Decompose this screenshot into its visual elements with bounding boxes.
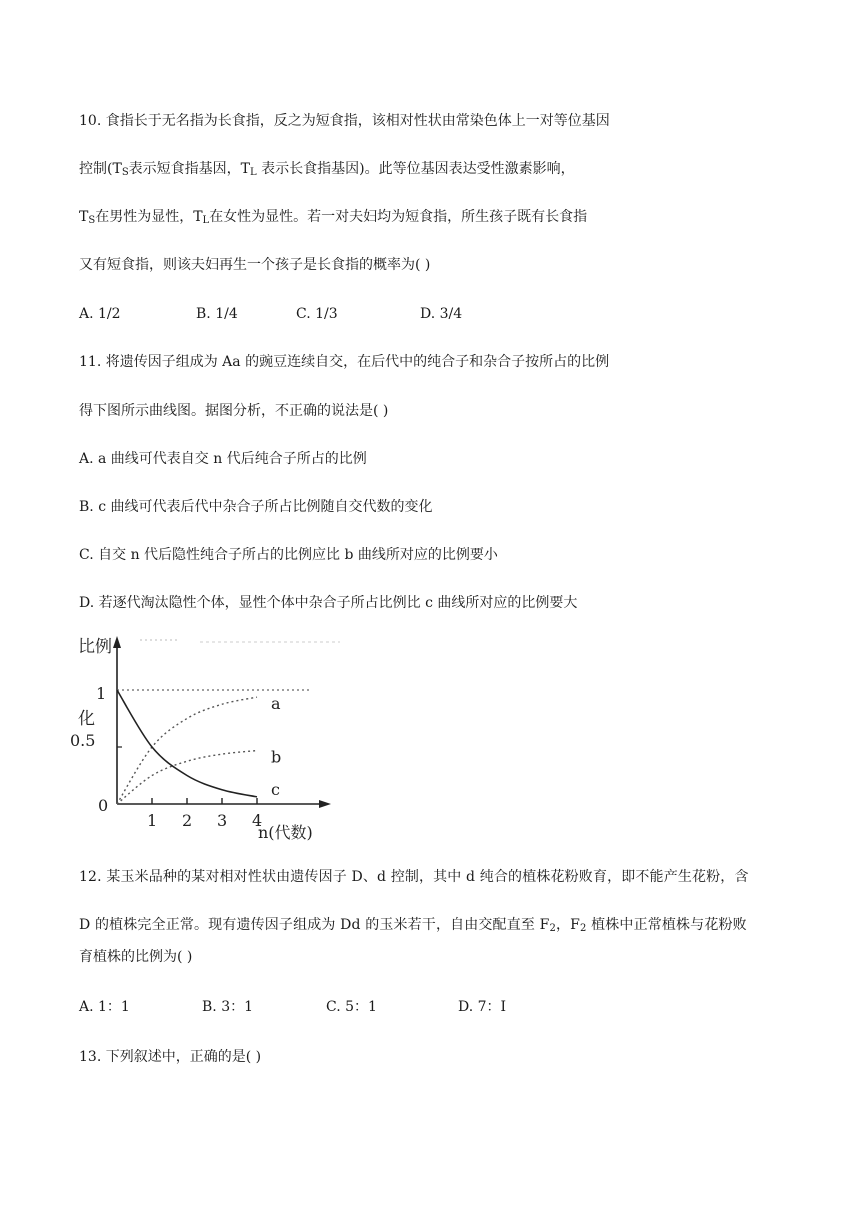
q12-option-b: B. 3：1 xyxy=(202,999,254,1015)
x-axis-label: n(代数) xyxy=(258,823,313,842)
q12-option-d: D. 7：I xyxy=(458,999,507,1015)
q10-line2: 控制($T_S$表示短食指基因，$T_L$ 表示长食指基因)。此等位基因表达受性激素影响， xyxy=(79,161,575,178)
q12-option-a: A. 1：1 xyxy=(79,999,130,1015)
curve-b xyxy=(117,751,257,804)
q12-line1: 12. 某玉米品种的某对相对性状由遗传因子 D、d 控制，其中 d 纯合的植株花粉败育，即不能产生花粉，含 xyxy=(79,869,749,885)
q12-line2: D 的植株完全正常。现有遗传因子组成为 Dd 的玉米若干，自由交配直至 $F_2$，$F_2$ 植株中正常植株与花粉败 xyxy=(79,917,747,934)
y-axis-label-extra: 化 xyxy=(78,709,95,729)
q10-option-a: A. 1/2 xyxy=(79,306,121,322)
x-tick-label: 1 xyxy=(147,811,158,830)
q10-option-d: D. 3/4 xyxy=(420,306,463,322)
q12-line3: 育植株的比例为( ) xyxy=(79,949,193,965)
curve-label-b: b xyxy=(271,747,282,767)
y-tick-label: 0 xyxy=(98,796,109,815)
q11-option-b: B. c 曲线可代表后代中杂合子所占比例随自交代数的变化 xyxy=(79,499,433,515)
q10-option-b: B. 1/4 xyxy=(196,306,238,322)
q10-line4: 又有短食指，则该夫妇再生一个孩子是长食指的概率为( ) xyxy=(79,257,431,273)
q10-option-c: C. 1/3 xyxy=(296,306,338,322)
q11-line1: 11. 将遗传因子组成为 Aa 的豌豆连续自交，在后代中的纯合子和杂合子按所占的比例 xyxy=(79,354,610,370)
curve-a xyxy=(117,697,257,804)
x-axis-arrow xyxy=(319,800,331,808)
y-tick-label: 1 xyxy=(96,684,107,703)
curve-c xyxy=(117,690,257,797)
q10-line3: $T_S$在男性为显性，$T_L$在女性为显性。若一对夫妇均为短食指，所生孩子既有长食指 xyxy=(79,209,588,226)
ratio-curve-chart xyxy=(70,632,350,844)
y-axis-arrow xyxy=(113,636,121,648)
q11-line2: 得下图所示曲线图。据图分析，不正确的说法是( ) xyxy=(79,403,389,419)
x-tick-label: 4 xyxy=(252,811,263,830)
y-tick-label: 0.5 xyxy=(70,731,96,750)
q11-option-c: C. 自交 n 代后隐性纯合子所占的比例应比 b 曲线所对应的比例要小 xyxy=(79,547,498,563)
x-tick-label: 2 xyxy=(182,811,193,830)
q10-line1: 10. 食指长于无名指为长食指，反之为短食指，该相对性状由常染色体上一对等位基因 xyxy=(79,113,610,129)
x-tick-label: 3 xyxy=(217,811,228,830)
q12-option-c: C. 5：1 xyxy=(326,999,377,1015)
q11-option-d: D. 若逐代淘汰隐性个体，显性个体中杂合子所占比例比 c 曲线所对应的比例要大 xyxy=(79,595,578,611)
y-axis-label-top: 比例 xyxy=(78,637,112,657)
curve-label-c: c xyxy=(271,779,280,799)
q13-line1: 13. 下列叙述中，正确的是( ) xyxy=(79,1049,262,1065)
q11-option-a: A. a 曲线可代表自交 n 代后纯合子所占的比例 xyxy=(79,451,367,467)
curve-label-a: a xyxy=(271,694,281,714)
